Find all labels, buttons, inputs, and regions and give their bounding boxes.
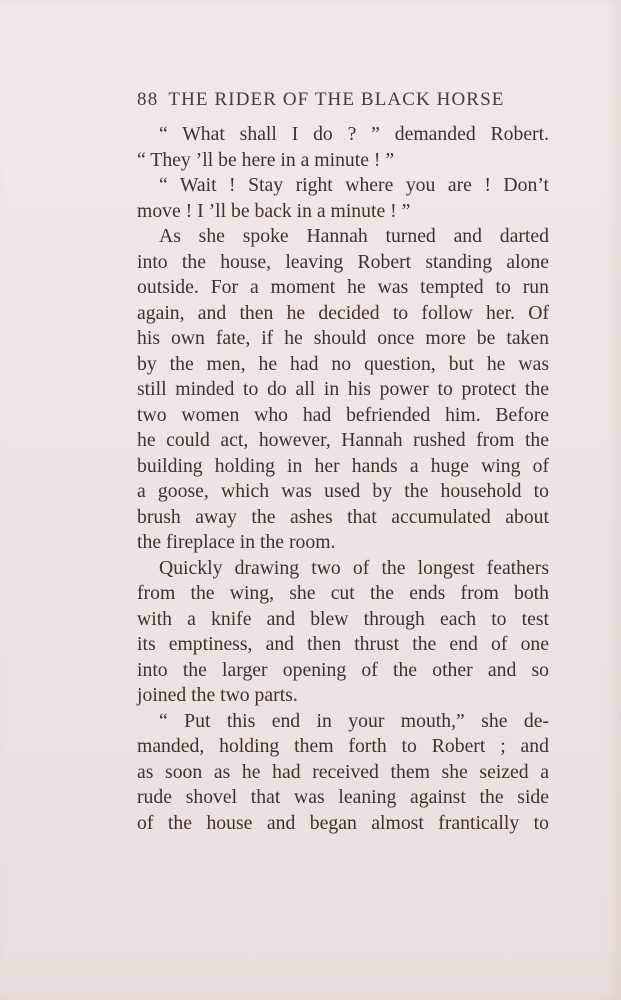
text-line: rude shovel that was leaning against the side [137,786,549,808]
paragraph [137,556,549,709]
text-line: Quickly drawing two of the longest feathers [159,556,549,579]
text-line: as soon as he had received them she seized a [137,760,549,783]
text-line: “ They ’ll be here in a minute ! ” [137,148,395,171]
text-line: its emptiness, and then thrust the end of one [137,633,549,655]
text-line: a goose, which was used by the household to [137,480,549,502]
text-line: joined the two parts. [137,684,298,706]
text-line: “ Wait ! Stay right where you are ! Don’t [159,174,549,196]
text-line: outside. For a moment he was tempted to run [137,276,549,298]
paragraph [137,173,549,224]
paragraph [137,709,549,837]
text-line: again, and then he decided to follow her. Of [137,301,549,324]
text-line: into the house, leaving Robert standing alone [137,250,549,273]
text-line: the fireplace in the room. [137,531,336,553]
text-line: his own fate, if he should once more be taken [137,327,549,349]
text-line: manded, holding them forth to Robert ; and [137,735,549,757]
page-header [137,89,549,111]
paragraph [137,122,549,173]
text-line: from the wing, she cut the ends from both [137,582,549,604]
text-line: still minded to do all in his power to protect the [137,378,549,400]
paragraph [137,224,549,556]
text-line: As she spoke Hannah turned and darted [159,225,549,247]
text-line: brush away the ashes that accumulated about [137,505,549,528]
text-line: with a knife and blew through each to test [137,607,549,630]
text-line: building holding in her hands a huge wing of [137,454,549,477]
running-title: THE RIDER OF THE BLACK HORSE [168,89,505,110]
body-text [137,122,549,836]
text-line: he could act, however, Hannah rushed from the [137,429,549,451]
text-line: move ! I ’ll be back in a minute ! ” [137,199,411,222]
page-number: 88 [137,89,159,110]
text-line: “ What shall I do ? ” demanded Robert. [159,123,549,145]
text-line: “ Put this end in your mouth,” she de- [159,709,549,732]
text-line: into the larger opening of the other and so [137,658,549,681]
text-line: two women who had befriended him. Before [137,403,549,426]
text-line: of the house and began almost frantically to [137,811,549,834]
text-line: by the men, he had no question, but he was [137,352,549,375]
